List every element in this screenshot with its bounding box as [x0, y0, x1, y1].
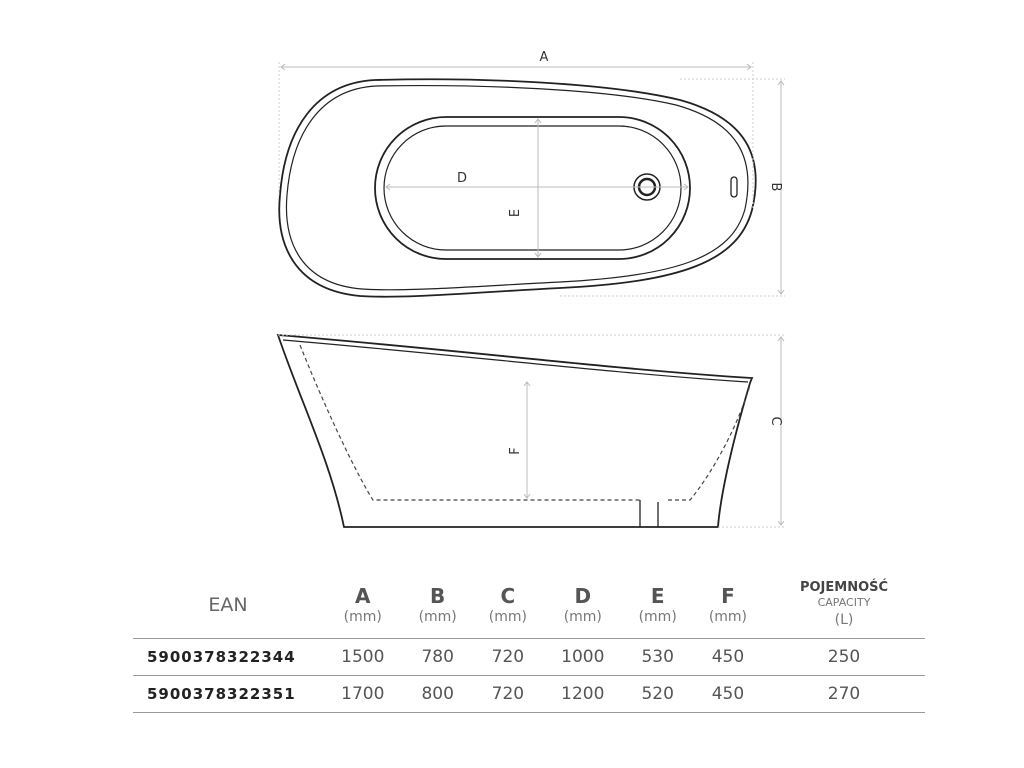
value-a-cell: 1700: [323, 676, 403, 713]
dimension-b-label: B: [768, 182, 783, 192]
capacity-cell: 250: [763, 639, 925, 676]
dimension-d-label: D: [456, 171, 468, 186]
tub-side-rim: [283, 340, 748, 382]
value-e-cell: 520: [623, 676, 693, 713]
column-header-a: [323, 572, 403, 639]
overflow-icon: [731, 177, 737, 197]
column-header-capacity: [763, 572, 925, 639]
value-d-cell: 1000: [543, 639, 623, 676]
column-letter: D: [574, 584, 592, 608]
column-header-d: [543, 572, 623, 639]
column-letter: A: [355, 584, 371, 608]
value-f-cell: 450: [693, 676, 763, 713]
basin-inner: [384, 126, 681, 250]
table-row: [133, 676, 925, 713]
column-header-c: [473, 572, 543, 639]
capacity-unit: (L): [834, 612, 854, 628]
capacity-title: POJEMNOŚĆ: [799, 580, 889, 595]
column-header-e: [623, 572, 693, 639]
column-header-b: [403, 572, 473, 639]
dimension-e-label: E: [508, 208, 523, 218]
capacity-cell: 270: [763, 676, 925, 713]
value-b-cell: 780: [403, 639, 473, 676]
column-unit: (mm): [708, 609, 748, 625]
value-b-cell: 800: [403, 676, 473, 713]
column-letter: B: [430, 584, 446, 608]
dimensions-table: [133, 572, 925, 713]
capacity-subtitle: CAPACITY: [817, 596, 871, 609]
tub-inner-contour: [300, 345, 750, 500]
top-view: [279, 50, 785, 297]
column-unit: (mm): [638, 609, 677, 625]
table-row: [133, 639, 925, 676]
ean-cell: 5900378322344: [133, 639, 323, 676]
column-header-f: [693, 572, 763, 639]
basin-outer: [375, 117, 690, 259]
table-header-row: [133, 572, 925, 639]
ean-cell: 5900378322351: [133, 676, 323, 713]
dimension-a-label: A: [539, 50, 549, 65]
column-letter: C: [500, 584, 516, 608]
column-unit: (mm): [563, 609, 602, 625]
value-f-cell: 450: [693, 639, 763, 676]
dimension-f-label: F: [508, 447, 523, 455]
value-e-cell: 530: [623, 639, 693, 676]
tub-side-profile: [278, 335, 752, 527]
value-c-cell: 720: [473, 639, 543, 676]
value-d-cell: 1200: [543, 676, 623, 713]
column-unit: (mm): [343, 609, 382, 625]
column-letter: E: [650, 584, 665, 608]
side-view: [278, 335, 785, 527]
value-c-cell: 720: [473, 676, 543, 713]
value-a-cell: 1500: [323, 639, 403, 676]
ean-header: EAN: [133, 572, 323, 639]
dimension-c-label: C: [768, 416, 783, 426]
column-unit: (mm): [418, 609, 457, 625]
column-letter: F: [721, 584, 735, 608]
column-unit: (mm): [488, 609, 527, 625]
